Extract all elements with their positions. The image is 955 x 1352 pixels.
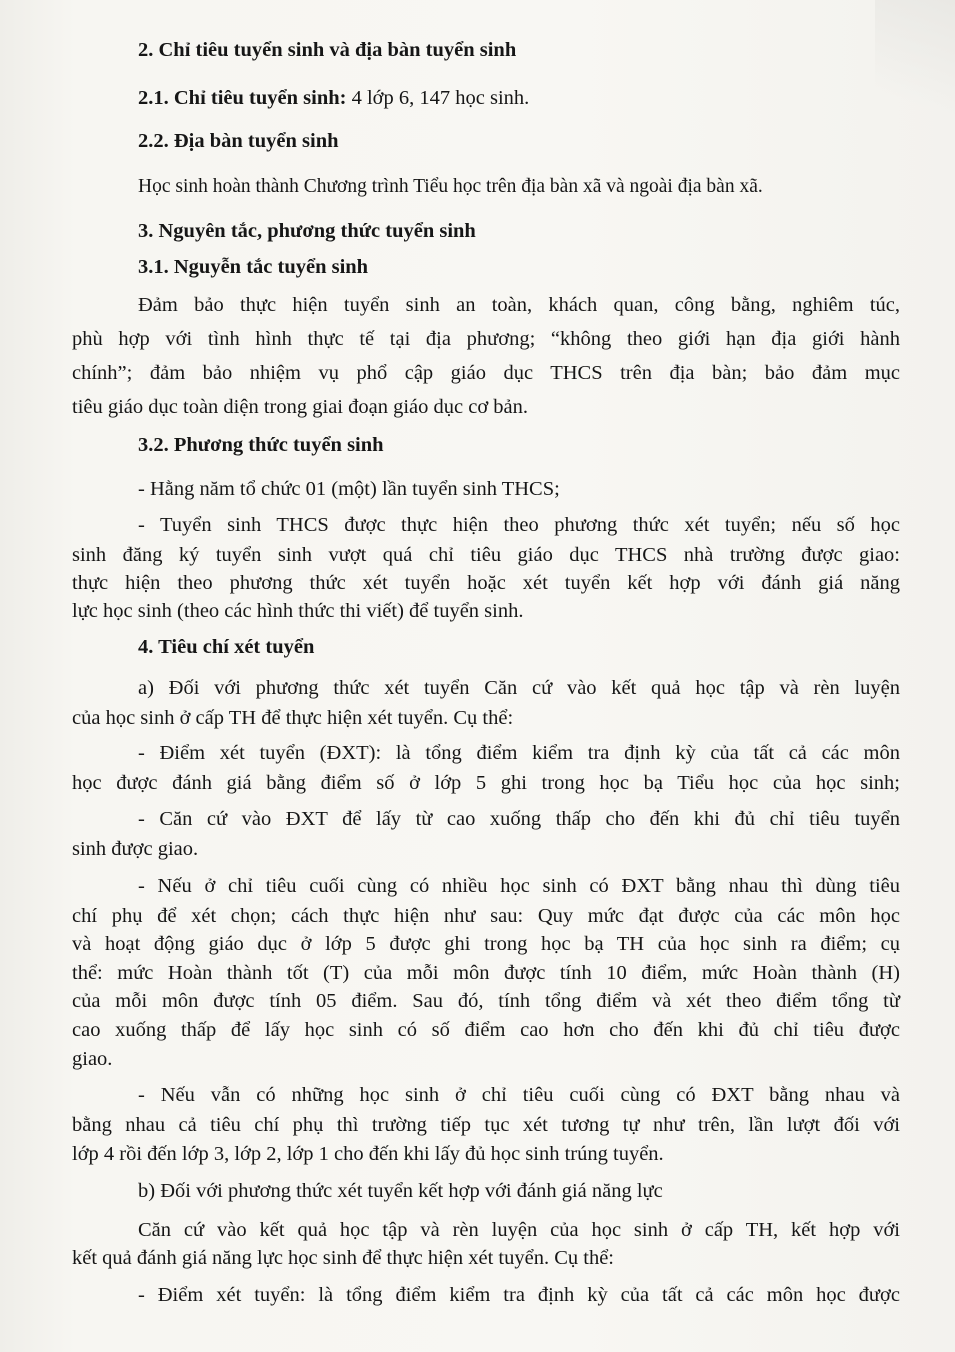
paragraph-line: Căn cứ vào kết quả học tập và rèn luyện của học sinh ở cấp TH, kết hợp với [138, 1219, 900, 1241]
heading-2-2: 2.2. Địa bàn tuyển sinh [138, 130, 339, 152]
paragraph-line: thực hiện theo phương thức xét tuyển hoặc xét tuyển kết hợp với đánh giá năng [72, 572, 900, 594]
heading-section-2: 2. Chỉ tiêu tuyển sinh và địa bàn tuyển sinh [138, 39, 517, 61]
paragraph-line: cao xuống thấp để lấy học sinh có số điểm cao hơn cho đến khi đủ chỉ tiêu được [72, 1019, 900, 1041]
paragraph-line: - Căn cứ vào ĐXT để lấy từ cao xuống thấp cho đến khi đủ chỉ tiêu tuyển [138, 808, 900, 830]
heading-2-1-value: 4 lớp 6, 147 học sinh. [346, 87, 530, 109]
paragraph-line: sinh đăng ký tuyển sinh vượt quá chỉ tiêu giáo dục THCS nhà trường được giao: [72, 544, 900, 566]
heading-3-1: 3.1. Nguyễn tắc tuyển sinh [138, 256, 369, 278]
paragraph-line: chính”; đảm bảo nhiệm vụ phổ cập giáo dục THCS trên địa bàn; bảo đảm mục [72, 362, 900, 384]
paragraph-line: sinh được giao. [72, 838, 199, 860]
paragraph-line: kết quả đánh giá năng lực học sinh để thực hiện xét tuyển. Cụ thể: [72, 1247, 614, 1269]
paragraph-line: a) Đối với phương thức xét tuyển Căn cứ vào kết quả học tập và rèn luyện [138, 677, 900, 699]
page-corner-shadow [875, 0, 955, 140]
paragraph-line: của học sinh ở cấp TH để thực hiện xét tuyển. Cụ thể: [72, 707, 514, 729]
paragraph-line: và hoạt động giáo dục ở lớp 5 được ghi trong học bạ TH của học sinh ra điểm; cụ [72, 933, 900, 955]
paragraph-line: bằng nhau cả tiêu chí phụ thì trường tiếp tục xét tương tự như trên, lần lượt đối với [72, 1114, 900, 1136]
paragraph-line: giao. [72, 1048, 113, 1070]
heading-section-3: 3. Nguyên tắc, phương thức tuyển sinh [138, 220, 476, 242]
paragraph-line: - Tuyển sinh THCS được thực hiện theo phương thức xét tuyển; nếu số học [138, 514, 900, 536]
bullet-line: - Hằng năm tổ chức 01 (một) lần tuyển sinh THCS; [138, 478, 560, 500]
paragraph-line: - Điểm xét tuyển (ĐXT): là tổng điểm kiểm tra định kỳ của tất cả các môn [138, 742, 900, 764]
paragraph-line: chí phụ để xét chọn; cách thực hiện như sau: Quy mức đạt được của các môn học [72, 905, 900, 927]
paragraph-line: thể: mức Hoàn thành tốt (T) của mỗi môn được tính 10 điểm, mức Hoàn thành (H) [72, 962, 900, 984]
heading-2-1 [138, 86, 529, 110]
heading-2-1-label: 2.1. Chỉ tiêu tuyển sinh: [138, 87, 347, 109]
paragraph-line: - Điểm xét tuyển: là tổng điểm kiểm tra định kỳ của tất cả các môn học được [138, 1284, 900, 1306]
paragraph-line: của mỗi môn được tính 05 điểm. Sau đó, tính tổng điểm và xét theo điểm tổng từ [72, 990, 900, 1012]
paragraph-2-2: Học sinh hoàn thành Chương trình Tiểu học trên địa bàn xã và ngoài địa bàn xã. [138, 176, 763, 197]
paragraph-line: Đảm bảo thực hiện tuyển sinh an toàn, khách quan, công bằng, nghiêm túc, [138, 294, 900, 316]
paragraph-line: - Nếu vẫn có những học sinh ở chỉ tiêu cuối cùng có ĐXT bằng nhau và [138, 1084, 900, 1106]
paragraph-line: phù hợp với tình hình thực tế tại địa phương; “không theo giới hạn địa giới hành [72, 328, 900, 350]
paragraph-line: lực học sinh (theo các hình thức thi viết) để tuyển sinh. [72, 600, 524, 622]
paragraph-line: - Nếu ở chỉ tiêu cuối cùng có nhiều học sinh có ĐXT bằng nhau thì dùng tiêu [138, 875, 900, 897]
heading-section-4: 4. Tiêu chí xét tuyển [138, 636, 315, 658]
paragraph-line: tiêu giáo dục toàn diện trong giai đoạn giáo dục cơ bản. [72, 396, 529, 418]
paragraph-line: b) Đối với phương thức xét tuyển kết hợp với đánh giá năng lực [138, 1180, 663, 1202]
paragraph-line: lớp 4 rồi đến lớp 3, lớp 2, lớp 1 cho đến khi lấy đủ học sinh trúng tuyển. [72, 1143, 664, 1165]
heading-3-2: 3.2. Phương thức tuyển sinh [138, 434, 384, 456]
paragraph-line: học được đánh giá bằng điểm số ở lớp 5 ghi trong học bạ Tiểu học của học sinh; [72, 772, 900, 794]
